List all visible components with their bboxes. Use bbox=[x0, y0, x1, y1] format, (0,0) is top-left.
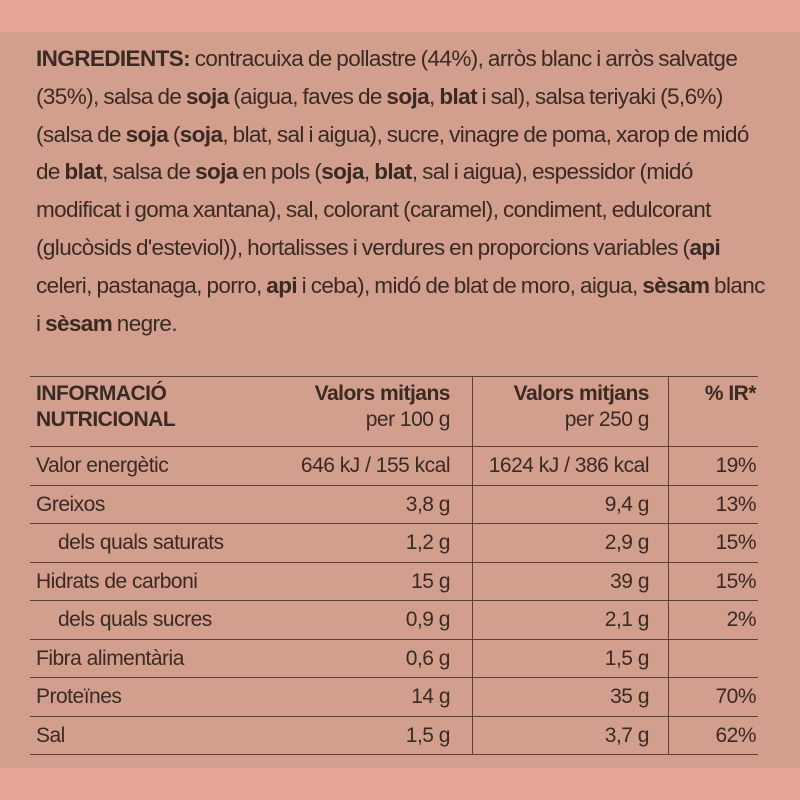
table-row-divider bbox=[30, 716, 758, 717]
allergen-text: soja bbox=[185, 83, 229, 109]
ingredient-text: , bbox=[429, 83, 440, 109]
table-row-divider bbox=[30, 639, 758, 640]
allergen-text: api bbox=[266, 272, 298, 298]
ingredients-text bbox=[36, 40, 771, 342]
table-title-line2: NUTRICIONAL bbox=[36, 408, 176, 431]
allergen-text: blat bbox=[64, 159, 103, 185]
value-per-250g: 39 g bbox=[610, 569, 649, 593]
ingredients-body bbox=[36, 46, 765, 336]
table-row-divider bbox=[30, 523, 758, 524]
nutrient-label: dels quals saturats bbox=[58, 531, 224, 554]
nutrient-label: Proteïnes bbox=[36, 685, 122, 708]
ingredient-text: i sal), salsa teriyaki (5,6%) (salsa de bbox=[36, 83, 723, 147]
allergen-text: sèsam bbox=[45, 310, 113, 336]
ingredient-text: ( bbox=[168, 121, 180, 147]
value-per-100g: 646 kJ / 155 kcal bbox=[300, 454, 450, 477]
allergen-text: soja bbox=[321, 159, 364, 185]
col1-title: Valors mitjans bbox=[314, 382, 450, 405]
reference-intake-percent: 62% bbox=[715, 723, 756, 747]
ingredient-text: , bbox=[363, 159, 375, 185]
ingredient-text: (aigua, faves de bbox=[228, 83, 387, 109]
ingredient-text: celeri, pastanaga, porro, bbox=[36, 272, 267, 298]
value-per-100g: 0,9 g bbox=[405, 608, 450, 631]
value-per-100g: 1,2 g bbox=[405, 531, 450, 554]
reference-intake-percent: 19% bbox=[715, 454, 756, 477]
reference-intake-percent: 15% bbox=[715, 531, 756, 554]
allergen-text: api bbox=[689, 234, 721, 260]
table-row-divider bbox=[30, 446, 758, 447]
ingredient-text: i ceba), midó de blat de moro, aigua, bbox=[297, 272, 643, 298]
ingredient-text: , blat, sal i aigua), sucre, vinagre de poma, xarop de midó de bbox=[36, 121, 749, 185]
ingredient-text: negre. bbox=[112, 310, 177, 336]
value-per-250g: 1624 kJ / 386 kcal bbox=[488, 454, 649, 477]
value-per-250g: 35 g bbox=[610, 685, 649, 708]
allergen-text: soja bbox=[125, 121, 169, 147]
nutrient-label: dels quals sucres bbox=[58, 608, 212, 631]
ingredient-text: , salsa de bbox=[102, 159, 196, 185]
allergen-text: blat bbox=[439, 83, 477, 109]
value-per-100g: 15 g bbox=[411, 569, 450, 593]
nutrient-label: Greixos bbox=[36, 492, 105, 516]
ingredient-text: contracuixa de pollastre (44%), arròs blanc i arròs salvatge (35%), salsa de bbox=[36, 46, 738, 109]
table-title-line1: INFORMACIÓ bbox=[36, 382, 167, 405]
table-row-divider bbox=[30, 600, 758, 601]
value-per-100g: 3,8 g bbox=[405, 492, 450, 516]
nutrient-label: Valor energètic bbox=[36, 454, 169, 477]
allergen-text: blat bbox=[374, 159, 412, 185]
reference-intake-percent: 13% bbox=[715, 492, 756, 516]
value-per-100g: 14 g bbox=[411, 685, 450, 708]
table-row-divider bbox=[30, 485, 758, 486]
col2-title: Valors mitjans bbox=[513, 382, 649, 405]
table-row-divider bbox=[30, 677, 758, 678]
value-per-250g: 9,4 g bbox=[604, 492, 649, 516]
reference-intake-percent: 2% bbox=[726, 608, 756, 631]
value-per-100g: 0,6 g bbox=[405, 646, 450, 670]
allergen-text: soja bbox=[195, 159, 238, 185]
ingredient-text: , sal i aigua), espessidor (midó modificat i goma xantana), sal, colorant (caramel), condiment, edulcorant (glucòsids d'esteviol)), hortalisses i verdures en proporcions variables ( bbox=[36, 159, 711, 260]
col1-subtitle: per 100 g bbox=[365, 408, 450, 431]
ingredients-label: INGREDIENTS: bbox=[36, 46, 191, 71]
col2-subtitle: per 250 g bbox=[564, 408, 649, 431]
value-per-100g: 1,5 g bbox=[405, 723, 450, 747]
value-per-250g: 2,1 g bbox=[604, 608, 649, 631]
nutrient-label: Sal bbox=[36, 723, 65, 747]
value-per-250g: 3,7 g bbox=[604, 723, 649, 747]
allergen-text: soja bbox=[386, 83, 430, 109]
value-per-250g: 1,5 g bbox=[604, 646, 649, 670]
reference-intake-percent: 15% bbox=[715, 569, 756, 593]
nutrient-label: Fibra alimentària bbox=[36, 646, 184, 670]
table-row-divider bbox=[30, 754, 758, 755]
table-row-divider bbox=[30, 376, 758, 377]
allergen-text: sèsam bbox=[642, 272, 710, 298]
nutrient-label: Hidrats de carboni bbox=[36, 569, 198, 593]
allergen-text: soja bbox=[179, 121, 223, 147]
reference-intake-percent: 70% bbox=[715, 685, 756, 708]
ingredient-text: en pols ( bbox=[237, 159, 322, 185]
ingredient-text: blanc i bbox=[36, 272, 765, 336]
col3-title: % IR* bbox=[704, 382, 756, 405]
table-row-divider bbox=[30, 562, 758, 563]
value-per-250g: 2,9 g bbox=[604, 531, 649, 554]
